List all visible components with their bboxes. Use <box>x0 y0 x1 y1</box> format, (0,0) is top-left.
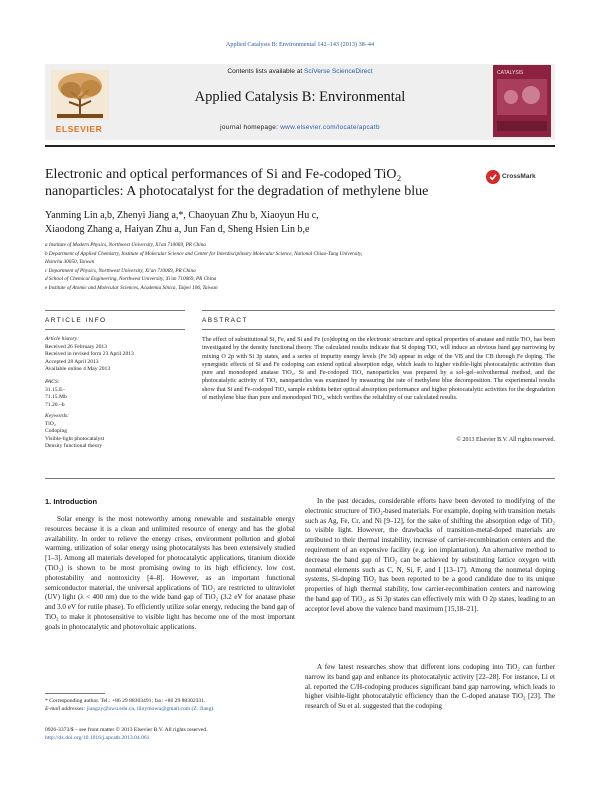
section-heading-introduction: 1. Introduction <box>45 497 98 506</box>
corresponding-author: * Corresponding author. Tel.: +86 29 88303491; fax: +86 29 88302331. <box>45 698 206 704</box>
authors-line-2: Xiaodong Zhang a, Haiyan Zhu a, Jun Fan d, Sheng Hsien Lin b,e <box>45 224 310 235</box>
publication-meta <box>45 727 345 742</box>
affiliation-c: c Department of Physics, Northwest University, Xi'an 710069, PR China <box>45 267 196 274</box>
journal-homepage <box>120 124 480 131</box>
intro-right-paragraph-2: A few latest researches show that different ions codoping into TiO₂ can further narrow its band gap and enhance its photocatalytic activity [22–28]. For instance, Li et al. reported the C/H-codoping produces significant band gap narrowing, which leads to higher visible-light photocatalytic efficiency than the C-doped anatase TiO₂ [23]. The research of Su et al. suggested that the codoping <box>305 663 555 711</box>
contents-prefix: Contents lists available at <box>227 68 305 75</box>
header-rule <box>45 145 555 147</box>
keywords-heading: Keywords: <box>45 413 70 419</box>
pacs-item: 71.15.Mb <box>45 394 67 401</box>
homepage-link[interactable]: www.elsevier.com/locate/apcatb <box>280 124 380 131</box>
issn-line: 0926-3373/$ – see front matter © 2013 Elsevier B.V. All rights reserved. <box>45 727 208 733</box>
pacs-heading: PACS: <box>45 379 60 385</box>
intro-left-paragraph: Solar energy is the most noteworthy among renewable and sustainable energy resources because it is a clean and unlimited resource of energy and has the global availability. In order to relieve the energy crises, environment pollution and global warming, utilization of solar energy using photocatalysts has been extensively studied [1–3]. Among all materials developed for photocatalytic applications, titanium dioxide (TiO₂) is shown to be most promising owing to its high efficiency, low cost, photostability and nontoxicity [4–8]. However, as an important functional semiconductor material, the universal applications of TiO₂ are restricted to ultraviolet (UV) light (λ < 400 nm) due to the wide band gap of TiO₂ (3.2 eV for anatase phase and 3.0 eV for rutile phase). To efficiently utilize solar energy, reducing the band gap of TiO₂ to make it photosensitive to visible light has become one of the most important goals in photocatalytic and photovoltaic applications. <box>45 515 295 631</box>
crossmark-label[interactable]: CrossMark <box>502 173 536 180</box>
affiliation-b: b Department of Applied Chemistry, Institute of Molecular Science and Center for Interdisciplinary Molecular Science, National Chiao-Tung University, <box>45 250 363 257</box>
cover-title: CATALYSIS <box>497 70 524 76</box>
info-top-rule <box>45 310 185 311</box>
abstract-top-rule <box>202 310 555 311</box>
history-received: Received 26 February 2013 <box>45 343 107 350</box>
keyword: TiO₂ <box>45 420 56 427</box>
keyword: Visible-light photocatalyst <box>45 435 105 442</box>
pacs-item: 71.20.–b <box>45 401 65 408</box>
elsevier-wordmark: ELSEVIER <box>55 124 103 134</box>
keyword: Codoping <box>45 428 68 435</box>
author-list <box>45 209 515 237</box>
article-info-label: ARTICLE INFO <box>45 317 107 324</box>
history-accepted: Accepted 28 April 2013 <box>45 358 99 365</box>
keywords-list <box>45 413 185 451</box>
pacs-list <box>45 379 185 409</box>
footnote-rule <box>45 693 105 694</box>
abstract-label-rule <box>202 329 555 330</box>
abstract-bottom-rule <box>45 478 555 479</box>
email-links[interactable]: jiangzy@nwu.edu.cn, lilnymowu@gmail.com (Z. Jiang). <box>86 705 215 712</box>
history-revised: Received in revised form 23 April 2013 <box>45 351 134 358</box>
abstract-label: ABSTRACT <box>202 317 248 324</box>
abstract-text: The effect of substitutional Si, Fe, and Si and Fe (co)doping on the electronic structure and optical properties of anatase and rutile TiO₂ has been investigated by the density functional theory. The calculated results indicate that Si doping TiO₂ will induce an obvious band gap narrowing by mixing O 2p with Si 3p states, and a series of impurity energy levels (Fe 3d) appear in edge of the VB and the CB through Fe doping. The synergistic effects of Si and Fe codoping can extend optical absorption edge, which leads to higher visible-light photocatalytic activities than pure and monodoped anatase TiO₂. Si and Fe-codoped TiO₂ nanoparticles was prepared by a sol–gel–solvothermal method, and the photocatalytic activity of TiO₂ nanoparticles was examined by measuring the rate of methylene blue decomposition. The experimental results show that Si and Fe-codoped TiO₂ sample exhibits better optical absorption performance and higher photocatalytic activities for the degradation of methylene blue than pure and monodoped TiO₂, which verifies the reliability of our calculated results. <box>202 337 555 402</box>
contents-line <box>120 68 480 75</box>
doi-link[interactable]: http://dx.doi.org/10.1016/j.apcatb.2013.04.061 <box>45 734 150 741</box>
article-history <box>45 336 185 374</box>
authors-line-1: Yanming Lin a,b, Zhenyi Jiang a,*, Chaoyuan Zhu b, Xiaoyun Hu c, <box>45 210 319 221</box>
affiliation-d: d School of Chemical Engineering, Northwest University, Xi'an 710069, PR China <box>45 276 217 282</box>
history-heading: Article history: <box>45 336 80 342</box>
sciencedirect-link[interactable]: SciVerse ScienceDirect <box>304 68 373 75</box>
journal-reference[interactable]: Applied Catalysis B: Environmental 142–143 (2013) 38–44 <box>225 41 375 48</box>
affiliation-a: a Institute of Modern Physics, Northwest University, Xi'an 710069, PR China <box>45 242 206 248</box>
affiliation-b-cont: Hsinchu 30050, Taiwan <box>45 259 95 265</box>
homepage-prefix: journal homepage: <box>220 124 281 131</box>
affiliation-e: e Institute of Atomic and Molecular Sciences, Academia Sinica, Taipei 106, Taiwan <box>45 284 218 291</box>
intro-right-paragraph-1: In the past decades, considerable efforts have been devoted to modifying of the electronic structure of TiO₂-based materials. For example, doping with transition metals such as Ag, Fe, Cr, and Ni [9–12], for the sake of shifting the absorption edge of TiO₂ to visible light. However, the drawbacks of transition-metal-doped materials are attributed to their thermal instability, increase of carrier-recombination centers and the requirement of an expensive facility (e.g. ion implantation). An alternative method to decrease the band gap of TiO₂ can be achieved by substituting lattice oxygen with nonmetal elements such as C, N, Si, F, and I [13–17]. Among the nonmetal doping systems, Si-doping TiO₂ has been reported to be a good candidate due to its unique properties of high thermal stability, low carrier-recombination centers and narrowing the band gap of TiO₂, as Si 3p states can effectively mix with O 2p states, leading to an acceptor level above the valence band maximum [15,18–21]. <box>305 497 555 613</box>
abstract-copyright: © 2013 Elsevier B.V. All rights reserved. <box>456 437 555 443</box>
email-line <box>45 706 295 714</box>
journal-title: Applied Catalysis B: Environmental <box>194 89 406 105</box>
crossmark-icon[interactable] <box>486 170 500 184</box>
article-title: Electronic and optical performances of Si and Fe-codoped TiO₂ nanoparticles: A photocatalyst for the degradation of methylene blue <box>45 167 429 199</box>
history-online: Available online 4 May 2013 <box>45 366 111 373</box>
keyword: Density functional theory <box>45 443 103 450</box>
pacs-item: 31.15.E– <box>45 386 66 393</box>
corresponding-footnote <box>45 698 295 713</box>
affiliations <box>45 241 555 292</box>
info-label-rule <box>45 329 185 330</box>
email-label: E-mail addresses: <box>45 705 86 712</box>
